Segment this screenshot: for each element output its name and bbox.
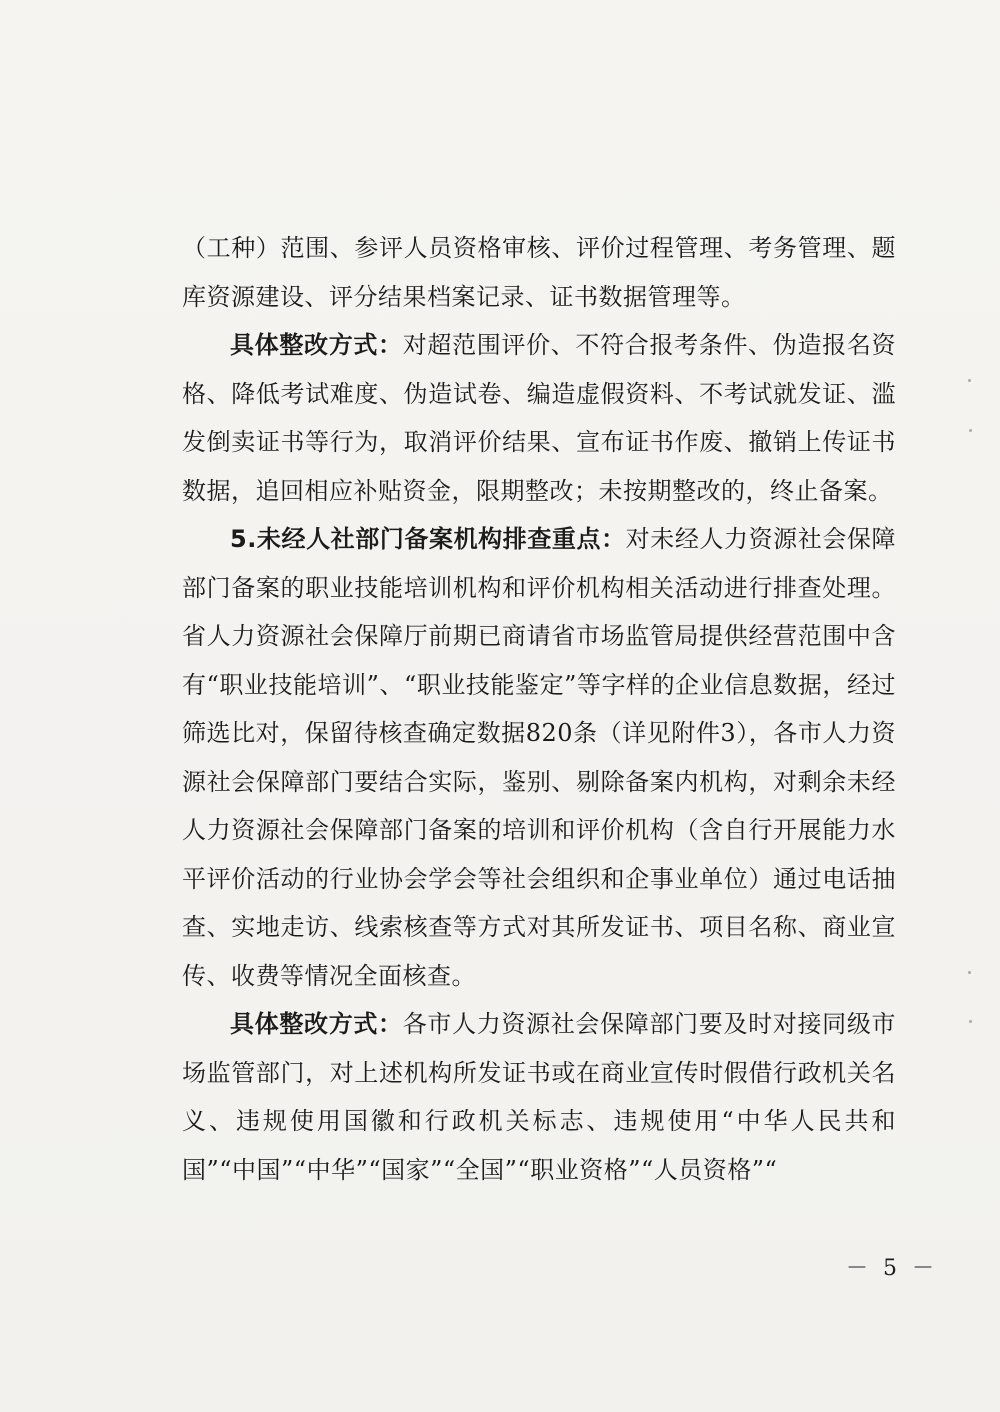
page-number: － 5 － [846,1256,938,1281]
paragraph-lead: 具体整改方式： [230,331,403,359]
scan-mark [969,429,972,432]
paragraph-rectification-method-2 [182,1000,896,1194]
document-body [182,224,896,1194]
paragraph-lead: 具体整改方式： [230,1010,403,1038]
paragraph-unregistered-institutions [182,515,896,1000]
paragraph-lead: 5.未经人社部门备案机构排查重点： [230,525,626,553]
paragraph-text: 对未经人力资源社会保障部门备案的职业技能培训机构和评价机构相关活动进行排查处理。省人力资源社会保障厅前期已商请省市场监管局提供经营范围中含有“职业技能培训”、“职业技能鉴定”等字样的企业信息数据，经过筛选比对，保留待核查确定数据820条（详见附件3），各市人力资源社会保障部门要结合实际，鉴别、剔除备案内机构，对剩余未经人力资源社会保障部门备案的培训和评价机构（含自行开展能力水平评价活动的行业协会学会等社会组织和企事业单位）通过电话抽查、实地走访、线索核查等方式对其所发证书、项目名称、商业宣传、收费等情况全面核查。 [182,525,896,990]
scan-mark [968,379,971,382]
paragraph-text: （工种）范围、参评人员资格审核、评价过程管理、考务管理、题库资源建设、评分结果档案记录、证书数据管理等。 [182,234,896,311]
scan-mark [969,1020,972,1023]
paragraph-text: 对超范围评价、不符合报考条件、伪造报名资格、降低考试难度、伪造试卷、编造虚假资料、不考试就发证、滥发倒卖证书等行为，取消评价结果、宣布证书作废、撤销上传证书数据，追回相应补贴资金，限期整改；未按期整改的，终止备案。 [182,331,897,505]
paragraph-text: 各市人力资源社会保障部门要及时对接同级市场监管部门，对上述机构所发证书或在商业宣传时假借行政机关名义、违规使用国徽和行政机关标志、违规使用“中华人民共和国”“中国”“中华”“国家”“全国”“职业资格”“人员资格”“ [182,1010,897,1184]
paragraph-rectification-method-1 [182,321,896,515]
scan-mark [968,971,971,974]
paragraph-scope-continuation [182,224,896,321]
